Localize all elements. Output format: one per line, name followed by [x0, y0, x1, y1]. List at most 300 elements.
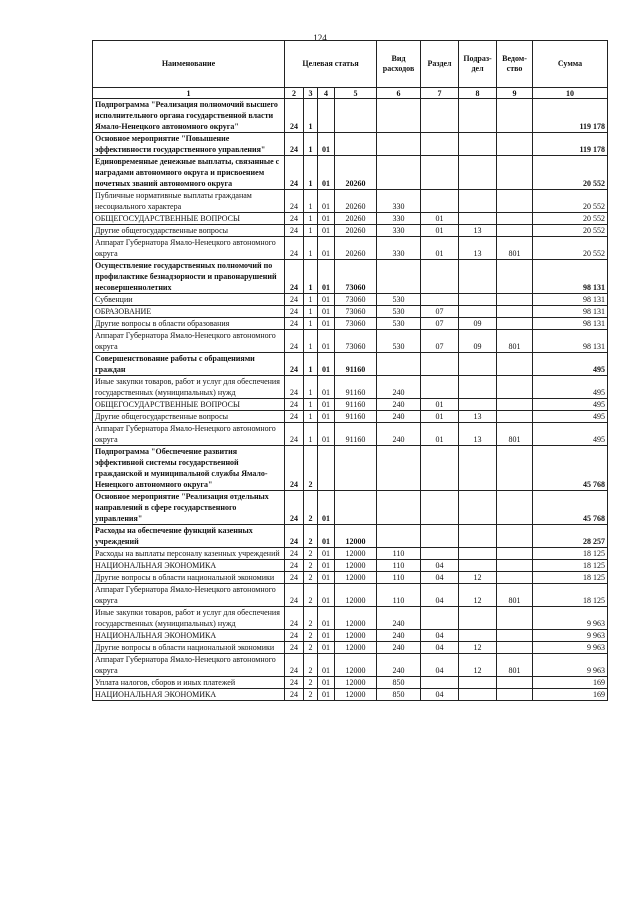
table-row — [93, 584, 608, 607]
razdel-code — [421, 376, 459, 399]
row-sum: 495 — [533, 399, 608, 411]
vedomstvo-code: 801 — [497, 330, 533, 353]
target-code-2: 1 — [304, 353, 318, 376]
target-code-3: 01 — [318, 607, 335, 630]
header-podrazdel: Подраз-дел — [459, 41, 497, 88]
table-row — [93, 399, 608, 411]
target-code-2: 1 — [304, 294, 318, 306]
target-code-2: 1 — [304, 376, 318, 399]
podrazdel-code: 12 — [459, 572, 497, 584]
vedomstvo-code — [497, 306, 533, 318]
target-code-2: 1 — [304, 156, 318, 190]
target-code-1: 24 — [285, 560, 304, 572]
row-sum: 20 552 — [533, 213, 608, 225]
podrazdel-code: 09 — [459, 330, 497, 353]
table-row — [93, 133, 608, 156]
vid-code: 330 — [377, 237, 421, 260]
target-code-3: 01 — [318, 677, 335, 689]
vid-code: 530 — [377, 306, 421, 318]
header-vid: Вид расходов — [377, 41, 421, 88]
target-code-2: 2 — [304, 642, 318, 654]
vedomstvo-code — [497, 225, 533, 237]
row-name: Аппарат Губернатора Ямало-Ненецкого автономного округа — [93, 584, 285, 607]
vid-code — [377, 353, 421, 376]
razdel-code: 04 — [421, 630, 459, 642]
target-code-1: 24 — [285, 318, 304, 330]
podrazdel-code — [459, 190, 497, 213]
target-code-1: 24 — [285, 446, 304, 491]
target-code-2: 2 — [304, 654, 318, 677]
vid-code: 530 — [377, 330, 421, 353]
target-code-1: 24 — [285, 306, 304, 318]
vid-code: 330 — [377, 225, 421, 237]
vedomstvo-code — [497, 156, 533, 190]
row-sum: 9 963 — [533, 630, 608, 642]
razdel-code: 04 — [421, 654, 459, 677]
target-code-2: 2 — [304, 607, 318, 630]
target-code-2: 1 — [304, 306, 318, 318]
target-code-3: 01 — [318, 642, 335, 654]
row-name: Аппарат Губернатора Ямало-Ненецкого автономного округа — [93, 423, 285, 446]
target-code-4: 73060 — [335, 330, 377, 353]
row-sum: 45 768 — [533, 491, 608, 525]
target-code-2: 2 — [304, 689, 318, 701]
target-code-4 — [335, 99, 377, 133]
target-code-1: 24 — [285, 376, 304, 399]
target-code-4: 73060 — [335, 260, 377, 294]
row-name: Иные закупки товаров, работ и услуг для обеспечения государственных (муниципальных) нужд — [93, 376, 285, 399]
row-name: ОБЩЕГОСУДАРСТВЕННЫЕ ВОПРОСЫ — [93, 399, 285, 411]
row-name: Аппарат Губернатора Ямало-Ненецкого автономного округа — [93, 237, 285, 260]
target-code-2: 2 — [304, 491, 318, 525]
target-code-3: 01 — [318, 572, 335, 584]
target-code-3: 01 — [318, 423, 335, 446]
podrazdel-code — [459, 156, 497, 190]
table-row — [93, 446, 608, 491]
target-code-3 — [318, 99, 335, 133]
vedomstvo-code — [497, 642, 533, 654]
vid-code: 240 — [377, 630, 421, 642]
row-name: НАЦИОНАЛЬНАЯ ЭКОНОМИКА — [93, 560, 285, 572]
razdel-code — [421, 353, 459, 376]
table-row — [93, 607, 608, 630]
row-sum: 495 — [533, 411, 608, 423]
row-sum: 169 — [533, 677, 608, 689]
razdel-code: 01 — [421, 423, 459, 446]
podrazdel-code — [459, 376, 497, 399]
target-code-2: 1 — [304, 190, 318, 213]
vedomstvo-code — [497, 190, 533, 213]
table-row — [93, 642, 608, 654]
target-code-2: 1 — [304, 399, 318, 411]
row-name: Другие общегосударственные вопросы — [93, 411, 285, 423]
row-name: ОБРАЗОВАНИЕ — [93, 306, 285, 318]
target-code-4: 91160 — [335, 423, 377, 446]
razdel-code: 04 — [421, 584, 459, 607]
vedomstvo-code — [497, 399, 533, 411]
target-code-1: 24 — [285, 423, 304, 446]
target-code-1: 24 — [285, 411, 304, 423]
vedomstvo-code — [497, 607, 533, 630]
table-row — [93, 330, 608, 353]
razdel-code — [421, 491, 459, 525]
table-row — [93, 225, 608, 237]
target-code-3: 01 — [318, 548, 335, 560]
podrazdel-code: 13 — [459, 237, 497, 260]
target-code-3: 01 — [318, 306, 335, 318]
target-code-4: 12000 — [335, 689, 377, 701]
table-row — [93, 156, 608, 190]
table-row — [93, 423, 608, 446]
vedomstvo-code — [497, 376, 533, 399]
column-number: 6 — [377, 88, 421, 99]
podrazdel-code — [459, 607, 497, 630]
target-code-2: 1 — [304, 99, 318, 133]
target-code-2: 2 — [304, 584, 318, 607]
target-code-1: 24 — [285, 213, 304, 225]
row-name: Подпрограмма "Обеспечение развития эффективной системы государственной гражданской и муниципальной службы Ямало-Ненецкого автономного округа" — [93, 446, 285, 491]
target-code-3: 01 — [318, 411, 335, 423]
podrazdel-code — [459, 99, 497, 133]
vid-code — [377, 156, 421, 190]
target-code-1: 24 — [285, 491, 304, 525]
target-code-2: 2 — [304, 630, 318, 642]
target-code-2: 1 — [304, 260, 318, 294]
target-code-1: 24 — [285, 584, 304, 607]
podrazdel-code — [459, 630, 497, 642]
vid-code: 330 — [377, 190, 421, 213]
row-name: Иные закупки товаров, работ и услуг для обеспечения государственных (муниципальных) нужд — [93, 607, 285, 630]
target-code-3: 01 — [318, 190, 335, 213]
podrazdel-code — [459, 560, 497, 572]
target-code-4: 20260 — [335, 156, 377, 190]
row-sum: 495 — [533, 353, 608, 376]
podrazdel-code: 13 — [459, 423, 497, 446]
target-code-4: 20260 — [335, 225, 377, 237]
vedomstvo-code — [497, 213, 533, 225]
row-name: Субвенции — [93, 294, 285, 306]
podrazdel-code — [459, 294, 497, 306]
target-code-4: 20260 — [335, 237, 377, 260]
column-number: 4 — [318, 88, 335, 99]
podrazdel-code — [459, 133, 497, 156]
vid-code: 110 — [377, 548, 421, 560]
target-code-1: 24 — [285, 399, 304, 411]
target-code-3: 01 — [318, 225, 335, 237]
target-code-4: 73060 — [335, 294, 377, 306]
table-row — [93, 99, 608, 133]
razdel-code: 01 — [421, 237, 459, 260]
vid-code: 330 — [377, 213, 421, 225]
target-code-2: 1 — [304, 330, 318, 353]
target-code-3: 01 — [318, 330, 335, 353]
target-code-2: 2 — [304, 525, 318, 548]
target-code-4 — [335, 133, 377, 156]
row-name: Единовременные денежные выплаты, связанные с наградами автономного округа и присвоением почетных званий автономного округа — [93, 156, 285, 190]
target-code-3: 01 — [318, 156, 335, 190]
table-row — [93, 677, 608, 689]
column-number: 1 — [93, 88, 285, 99]
razdel-code — [421, 294, 459, 306]
target-code-1: 24 — [285, 190, 304, 213]
column-number: 8 — [459, 88, 497, 99]
row-sum: 98 131 — [533, 318, 608, 330]
target-code-4: 73060 — [335, 306, 377, 318]
vedomstvo-code: 801 — [497, 237, 533, 260]
podrazdel-code — [459, 677, 497, 689]
table-row — [93, 689, 608, 701]
podrazdel-code: 12 — [459, 584, 497, 607]
vedomstvo-code — [497, 560, 533, 572]
target-code-1: 24 — [285, 237, 304, 260]
row-name: Совершенствование работы с обращениями граждан — [93, 353, 285, 376]
target-code-4: 12000 — [335, 560, 377, 572]
razdel-code — [421, 99, 459, 133]
vid-code: 110 — [377, 560, 421, 572]
vedomstvo-code — [497, 548, 533, 560]
razdel-code — [421, 607, 459, 630]
razdel-code — [421, 156, 459, 190]
target-code-1: 24 — [285, 525, 304, 548]
vedomstvo-code — [497, 99, 533, 133]
vid-code: 850 — [377, 677, 421, 689]
target-code-1: 24 — [285, 294, 304, 306]
target-code-2: 2 — [304, 572, 318, 584]
table-row — [93, 560, 608, 572]
vedomstvo-code — [497, 689, 533, 701]
target-code-4: 12000 — [335, 525, 377, 548]
row-sum: 45 768 — [533, 446, 608, 491]
vedomstvo-code — [497, 318, 533, 330]
razdel-code: 01 — [421, 411, 459, 423]
target-code-1: 24 — [285, 689, 304, 701]
vid-code: 240 — [377, 411, 421, 423]
vid-code: 240 — [377, 642, 421, 654]
table-row — [93, 548, 608, 560]
target-code-1: 24 — [285, 353, 304, 376]
page-number: 124 — [313, 33, 327, 43]
vedomstvo-code: 801 — [497, 654, 533, 677]
target-code-2: 1 — [304, 318, 318, 330]
row-sum: 18 125 — [533, 584, 608, 607]
row-sum: 119 178 — [533, 99, 608, 133]
target-code-4: 20260 — [335, 190, 377, 213]
row-sum: 495 — [533, 423, 608, 446]
table-row — [93, 260, 608, 294]
target-code-1: 24 — [285, 225, 304, 237]
row-sum: 169 — [533, 689, 608, 701]
vedomstvo-code — [497, 446, 533, 491]
row-name: НАЦИОНАЛЬНАЯ ЭКОНОМИКА — [93, 689, 285, 701]
razdel-code: 04 — [421, 560, 459, 572]
vid-code — [377, 491, 421, 525]
row-sum: 98 131 — [533, 294, 608, 306]
row-sum: 20 552 — [533, 190, 608, 213]
target-code-3: 01 — [318, 213, 335, 225]
target-code-2: 1 — [304, 411, 318, 423]
table-row — [93, 376, 608, 399]
row-name: Расходы на выплаты персоналу казенных учреждений — [93, 548, 285, 560]
target-code-4: 12000 — [335, 677, 377, 689]
table-row — [93, 190, 608, 213]
target-code-3: 01 — [318, 133, 335, 156]
target-code-2: 1 — [304, 237, 318, 260]
vedomstvo-code — [497, 294, 533, 306]
row-sum: 9 963 — [533, 642, 608, 654]
vid-code: 530 — [377, 318, 421, 330]
vedomstvo-code — [497, 411, 533, 423]
column-number: 3 — [304, 88, 318, 99]
razdel-code: 01 — [421, 225, 459, 237]
target-code-2: 1 — [304, 225, 318, 237]
podrazdel-code: 09 — [459, 318, 497, 330]
row-name: Расходы на обеспечение функций казенных учреждений — [93, 525, 285, 548]
row-name: ОБЩЕГОСУДАРСТВЕННЫЕ ВОПРОСЫ — [93, 213, 285, 225]
vid-code — [377, 446, 421, 491]
target-code-4: 12000 — [335, 642, 377, 654]
header-row — [93, 41, 608, 88]
target-code-4: 91160 — [335, 376, 377, 399]
table-row — [93, 353, 608, 376]
target-code-2: 2 — [304, 560, 318, 572]
podrazdel-code — [459, 353, 497, 376]
target-code-3: 01 — [318, 689, 335, 701]
target-code-1: 24 — [285, 548, 304, 560]
razdel-code — [421, 133, 459, 156]
target-code-4: 12000 — [335, 572, 377, 584]
target-code-1: 24 — [285, 654, 304, 677]
podrazdel-code — [459, 491, 497, 525]
vid-code: 110 — [377, 572, 421, 584]
razdel-code: 01 — [421, 399, 459, 411]
column-number: 2 — [285, 88, 304, 99]
target-code-4: 91160 — [335, 399, 377, 411]
target-code-1: 24 — [285, 642, 304, 654]
vid-code: 240 — [377, 654, 421, 677]
podrazdel-code — [459, 525, 497, 548]
target-code-2: 2 — [304, 446, 318, 491]
razdel-code: 01 — [421, 213, 459, 225]
podrazdel-code — [459, 446, 497, 491]
row-name: Аппарат Губернатора Ямало-Ненецкого автономного округа — [93, 330, 285, 353]
header-vedomstvo: Ведом-ство — [497, 41, 533, 88]
table-row — [93, 654, 608, 677]
table-row — [93, 525, 608, 548]
target-code-3: 01 — [318, 584, 335, 607]
vid-code: 240 — [377, 607, 421, 630]
razdel-code: 04 — [421, 689, 459, 701]
row-sum: 20 552 — [533, 237, 608, 260]
table-row — [93, 572, 608, 584]
target-code-1: 24 — [285, 330, 304, 353]
target-code-3: 01 — [318, 654, 335, 677]
vid-code: 850 — [377, 689, 421, 701]
razdel-code — [421, 548, 459, 560]
row-name: Другие вопросы в области образования — [93, 318, 285, 330]
target-code-4 — [335, 446, 377, 491]
vid-code — [377, 260, 421, 294]
razdel-code — [421, 677, 459, 689]
row-sum: 495 — [533, 376, 608, 399]
vedomstvo-code: 801 — [497, 584, 533, 607]
vedomstvo-code — [497, 525, 533, 548]
header-razdel: Раздел — [421, 41, 459, 88]
row-sum: 98 131 — [533, 306, 608, 318]
row-sum: 20 552 — [533, 225, 608, 237]
table-row — [93, 630, 608, 642]
razdel-code: 07 — [421, 318, 459, 330]
target-code-4 — [335, 491, 377, 525]
row-name: Подпрограмма "Реализация полномочий высшего исполнительного органа государственной власти Ямало-Ненецкого автономного округа" — [93, 99, 285, 133]
target-code-1: 24 — [285, 99, 304, 133]
vedomstvo-code — [497, 491, 533, 525]
target-code-4: 91160 — [335, 353, 377, 376]
podrazdel-code: 12 — [459, 654, 497, 677]
razdel-code: 04 — [421, 642, 459, 654]
target-code-3: 01 — [318, 376, 335, 399]
target-code-3: 01 — [318, 237, 335, 260]
target-code-4: 12000 — [335, 548, 377, 560]
razdel-code — [421, 446, 459, 491]
razdel-code: 07 — [421, 306, 459, 318]
vedomstvo-code: 801 — [497, 423, 533, 446]
row-sum: 9 963 — [533, 607, 608, 630]
table-row — [93, 213, 608, 225]
row-name: Публичные нормативные выплаты гражданам несоциального характера — [93, 190, 285, 213]
podrazdel-code — [459, 399, 497, 411]
podrazdel-code — [459, 213, 497, 225]
podrazdel-code — [459, 548, 497, 560]
podrazdel-code: 13 — [459, 411, 497, 423]
target-code-3: 01 — [318, 318, 335, 330]
target-code-3: 01 — [318, 560, 335, 572]
row-name: Осуществление государственных полномочий по профилактике безнадзорности и правонарушений несовершеннолетних — [93, 260, 285, 294]
row-name: Основное мероприятие "Повышение эффективности государственного управления" — [93, 133, 285, 156]
target-code-1: 24 — [285, 572, 304, 584]
target-code-3: 01 — [318, 630, 335, 642]
target-code-4: 73060 — [335, 318, 377, 330]
header-target: Целевая статья — [285, 41, 377, 88]
razdel-code — [421, 525, 459, 548]
vid-code: 240 — [377, 423, 421, 446]
table-row — [93, 491, 608, 525]
table-row — [93, 411, 608, 423]
row-sum: 20 552 — [533, 156, 608, 190]
target-code-3: 01 — [318, 294, 335, 306]
vid-code: 240 — [377, 399, 421, 411]
header-name: Наименование — [93, 41, 285, 88]
header-sum: Сумма — [533, 41, 608, 88]
razdel-code: 04 — [421, 572, 459, 584]
row-name: Другие вопросы в области национальной экономики — [93, 572, 285, 584]
vedomstvo-code — [497, 630, 533, 642]
target-code-4: 12000 — [335, 654, 377, 677]
row-name: Уплата налогов, сборов и иных платежей — [93, 677, 285, 689]
vedomstvo-code — [497, 260, 533, 294]
razdel-code: 07 — [421, 330, 459, 353]
target-code-2: 2 — [304, 548, 318, 560]
table-row — [93, 294, 608, 306]
razdel-code — [421, 260, 459, 294]
vid-code: 530 — [377, 294, 421, 306]
target-code-2: 1 — [304, 133, 318, 156]
target-code-1: 24 — [285, 156, 304, 190]
target-code-2: 1 — [304, 423, 318, 446]
target-code-3 — [318, 446, 335, 491]
row-sum: 119 178 — [533, 133, 608, 156]
row-name: Основное мероприятие "Реализация отдельных направлений в сфере государственного управления" — [93, 491, 285, 525]
target-code-1: 24 — [285, 260, 304, 294]
